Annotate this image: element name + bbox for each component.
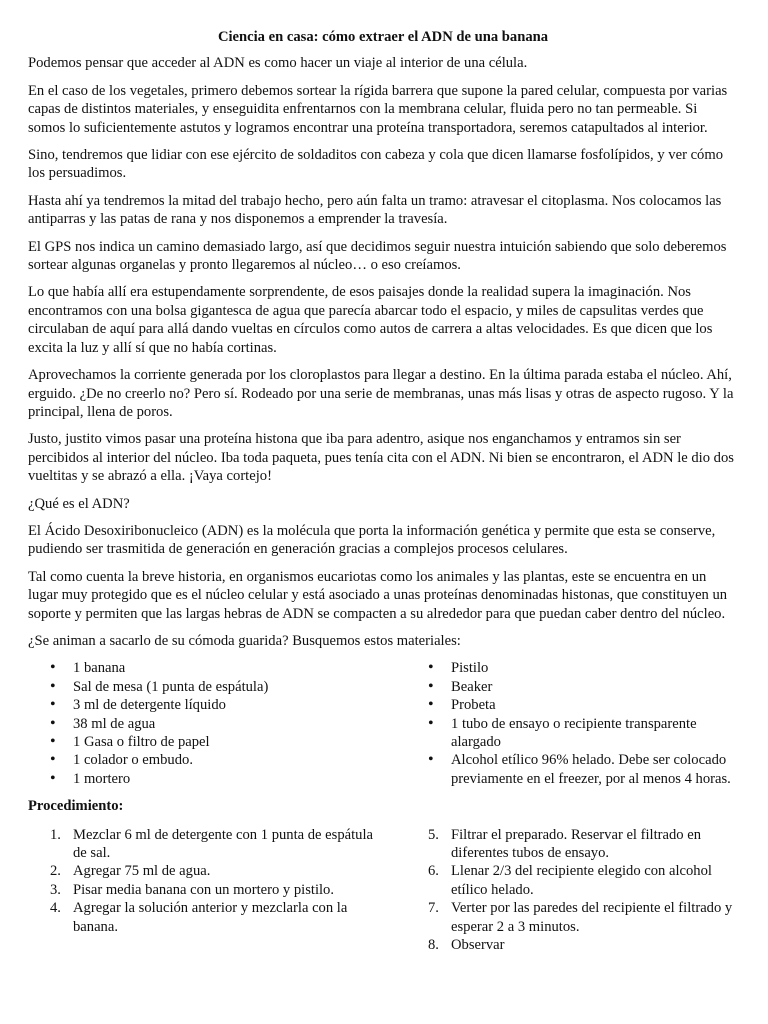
paragraph: ¿Se animan a sacarlo de su cómoda guarida? Busquemos estos materiales:	[28, 632, 461, 649]
step-item	[28, 826, 386, 863]
step-item	[406, 826, 738, 863]
paragraph: Tal como cuenta la breve historia, en organismos eucariotas como los animales y las plantas, este se encuentra en un lugar muy protegido que es el núcleo celular y está asociado a unas proteínas denominadas histonas, que constituyen un soporte y permiten que las largas hebras de ADN se compacten a su alrededor para que puedan caber dentro del núcleo.	[28, 568, 728, 622]
list-item: • Beaker	[406, 678, 738, 696]
step-number: 4.	[50, 900, 61, 917]
step-text: Filtrar el preparado. Reservar el filtrado en diferentes tubos de ensayo.	[451, 826, 702, 862]
step-text: Agregar 75 ml de agua.	[73, 863, 211, 880]
paragraph: Justo, justito vimos pasar una proteína histona que iba para adentro, asique nos enganchamos y entramos sin ser percibidos al interior del núcleo. Iba toda paqueta, pues tenía cita con el ADN. Ni bien se encontraron, el ADN le dio dos vueltitas y se abrazó a ella. ¡Vaya cortejo!	[28, 431, 734, 485]
list-item: • 1 colador o embudo.	[28, 751, 406, 769]
step-number: 1.	[50, 826, 61, 843]
step-number: 6.	[428, 863, 439, 880]
paragraph: El GPS nos indica un camino demasiado largo, así que decidimos seguir nuestra intuición sabiendo que solo deberemos sortear algunas organelas y pronto llegaremos al núcleo… o eso creíamos.	[28, 238, 727, 274]
step-number: 8.	[428, 937, 439, 954]
procedure-heading: Procedimiento:	[28, 798, 124, 815]
materials-column-left	[28, 659, 406, 788]
step-item	[406, 899, 738, 936]
step-text: Mezclar 6 ml de detergente con 1 punta de espátula de sal.	[73, 826, 373, 862]
paragraph: Hasta ahí ya tendremos la mitad del trabajo hecho, pero aún falta un tramo: atravesar el citoplasma. Nos colocamos las antiparras y las patas de rana y nos disponemos a emprender la travesía.	[28, 192, 722, 228]
list-item: • 1 tubo de ensayo o recipiente transparente alargado	[406, 715, 738, 752]
document-title: Ciencia en casa: cómo extraer el ADN de una banana	[217, 29, 549, 45]
step-number: 2.	[50, 863, 61, 880]
materials-list	[28, 659, 738, 788]
step-number: 7.	[428, 900, 439, 917]
list-item: • Pistilo	[406, 659, 738, 677]
section-heading: ¿Qué es el ADN?	[28, 495, 130, 512]
step-number: 3.	[50, 881, 61, 898]
paragraph: Lo que había allí era estupendamente sorprendente, de esos paisajes donde la realidad supera la imaginación. Nos encontramos con una bolsa gigantesca de agua que parecía abarcar todo el espacio, y miles de capsulitas verdes que circulaban de aquí para allá dando vueltas en círculos como autos de carrera a altas velocidades. Es que dicen que los excita la luz y allí sí que no había cortinas.	[28, 284, 713, 356]
list-item: • 1 banana	[28, 659, 406, 677]
list-item: • Sal de mesa (1 punta de espátula)	[28, 678, 406, 696]
list-item: • 1 mortero	[28, 770, 406, 788]
list-item: • 38 ml de agua	[28, 715, 406, 733]
step-item	[406, 936, 738, 954]
paragraph: El Ácido Desoxiribonucleico (ADN) es la molécula que porta la información genética y permite que esta se conserve, pudiendo ser trasmitida de generación en generación gracias a complejos procesos celulares.	[28, 522, 716, 558]
step-item	[28, 881, 386, 899]
paragraph: En el caso de los vegetales, primero debemos sortear la rígida barrera que supone la pared celular, compuesta por varias capas de distintos materiales, y enseguidita enfrentarnos con la membrana celular, fluida pero no tan permeable. Si somos lo suficientemente astutos y logramos encontrar una proteína transportadora, seremos catapultados al interior.	[28, 82, 728, 136]
paragraph: Podemos pensar que acceder al ADN es como hacer un viaje al interior de una célula.	[28, 55, 528, 72]
step-item	[28, 862, 386, 880]
step-text: Verter por las paredes del recipiente el filtrado y esperar 2 a 3 minutos.	[451, 900, 733, 935]
steps-column-left	[28, 826, 406, 955]
step-text: Agregar la solución anterior y mezclarla con la banana.	[73, 900, 348, 935]
step-text: Llenar 2/3 del recipiente elegido con alcohol etílico helado.	[451, 863, 712, 898]
step-text: Pisar media banana con un mortero y pistilo.	[73, 881, 335, 898]
step-item	[28, 899, 386, 936]
steps-column-right	[406, 826, 738, 955]
list-item: • 3 ml de detergente líquido	[28, 696, 406, 714]
step-text: Observar	[451, 937, 505, 954]
list-item: • Alcohol etílico 96% helado. Debe ser colocado previamente en el freezer, por al menos 4 horas.	[406, 751, 738, 788]
paragraph: Aprovechamos la corriente generada por los cloroplastos para llegar a destino. En la última parada estaba el núcleo. Ahí, erguido. ¿De no creerlo no? Pero sí. Rodeado por una serie de membranas, unas más lisas y otras de aspecto rugoso. Y la principal, llena de poros.	[28, 367, 734, 420]
step-number: 5.	[428, 826, 439, 843]
step-item	[406, 862, 738, 899]
procedure-steps	[28, 826, 738, 955]
materials-column-right	[406, 659, 738, 788]
list-item: • Probeta	[406, 696, 738, 714]
list-item: • 1 Gasa o filtro de papel	[28, 733, 406, 751]
paragraph: Sino, tendremos que lidiar con ese ejército de soldaditos con cabeza y cola que dicen llamarse fosfolípidos, y ver cómo los persuadimos.	[28, 147, 724, 182]
